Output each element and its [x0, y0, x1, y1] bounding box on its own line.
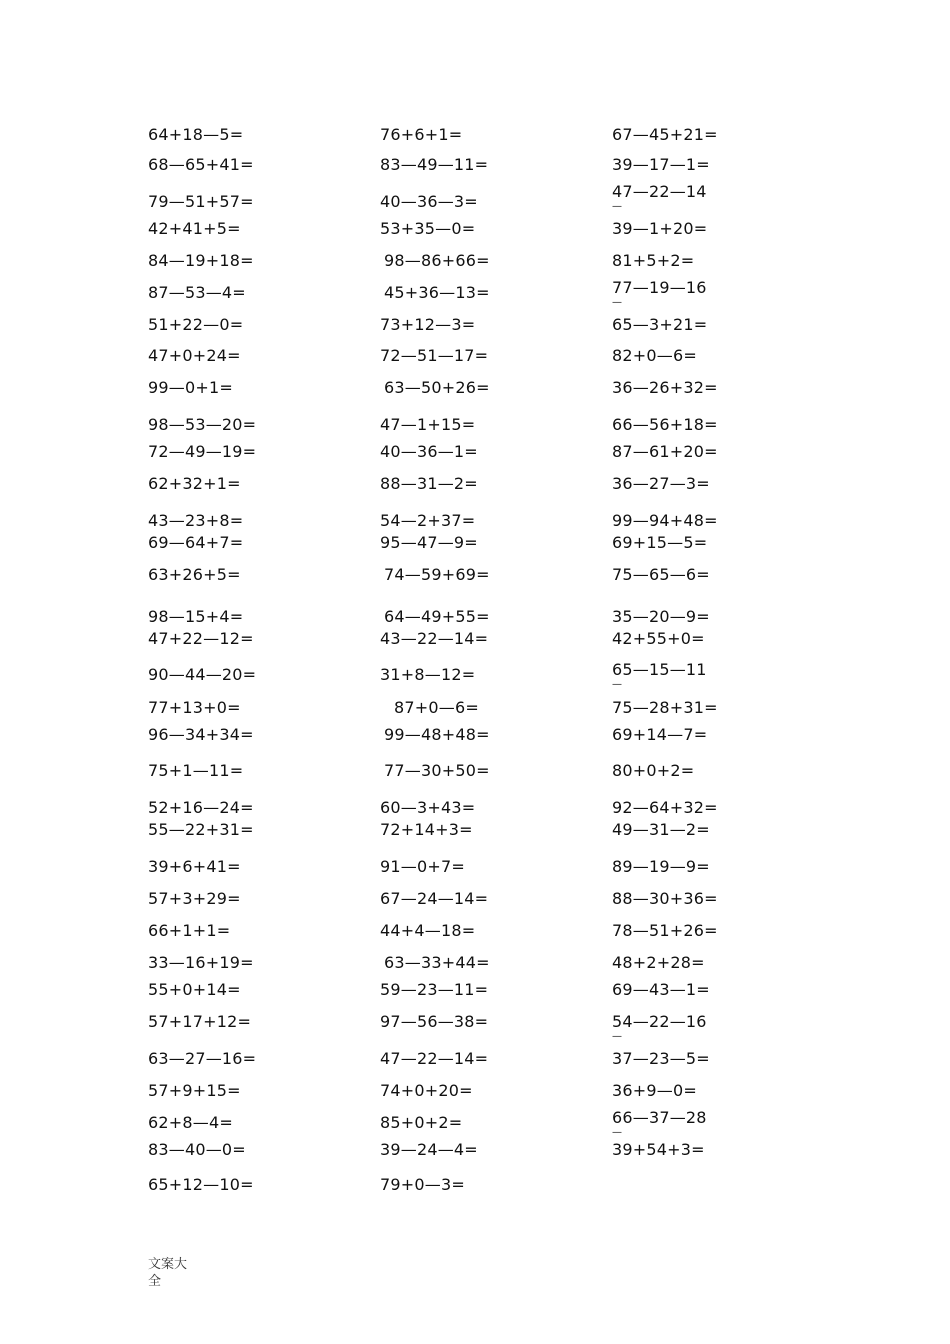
math-problem: 98—53—20=	[148, 415, 257, 434]
math-problem: 48+2+28=	[612, 953, 705, 972]
math-problem: 84—19+18=	[148, 251, 254, 270]
math-problem: 40—36—1=	[380, 442, 478, 461]
math-problem: 88—30+36=	[612, 889, 718, 908]
math-problem: 80+0+2=	[612, 761, 695, 780]
math-problem: 99—94+48=	[612, 511, 718, 530]
math-problem: 75—65—6=	[612, 565, 710, 584]
math-problem: 55+0+14=	[148, 980, 241, 999]
wrapped-minus-sign: —	[612, 1031, 622, 1042]
math-problem: 47+22—12=	[148, 629, 254, 648]
math-problem: 79—51+57=	[148, 192, 254, 211]
math-problem: 57+9+15=	[148, 1081, 241, 1100]
math-problem: 63+26+5=	[148, 565, 241, 584]
math-problem: 64—49+55=	[384, 607, 490, 626]
math-problem: 66+1+1=	[148, 921, 231, 940]
math-problem: 66—37—28	[612, 1108, 707, 1127]
math-problem: 57+17+12=	[148, 1012, 252, 1031]
math-problem: 66—56+18=	[612, 415, 718, 434]
math-problem: 67—45+21=	[612, 125, 718, 144]
math-problem: 87+0—6=	[394, 698, 479, 717]
math-problem: 40—36—3=	[380, 192, 478, 211]
math-problem: 72+14+3=	[380, 820, 473, 839]
math-problem: 35—20—9=	[612, 607, 710, 626]
math-problem: 44+4—18=	[380, 921, 476, 940]
wrapped-minus-sign: —	[612, 679, 622, 690]
math-problem: 69—64+7=	[148, 533, 244, 552]
math-problem: 90—44—20=	[148, 665, 257, 684]
math-problem: 98—15+4=	[148, 607, 244, 626]
math-problem: 54—22—16	[612, 1012, 707, 1031]
math-problem: 83—49—11=	[380, 155, 489, 174]
math-problem: 95—47—9=	[380, 533, 478, 552]
math-problem: 62+32+1=	[148, 474, 241, 493]
math-problem: 36—27—3=	[612, 474, 710, 493]
math-problem: 69+14—7=	[612, 725, 708, 744]
math-problem: 47—22—14	[612, 182, 707, 201]
math-problem: 36+9—0=	[612, 1081, 697, 1100]
wrapped-minus-sign: —	[612, 201, 622, 212]
math-problem: 69+15—5=	[612, 533, 708, 552]
math-problem: 74+0+20=	[380, 1081, 473, 1100]
math-problem: 72—51—17=	[380, 346, 489, 365]
math-problem: 39+54+3=	[612, 1140, 705, 1159]
math-problem: 42+41+5=	[148, 219, 241, 238]
math-problem: 62+8—4=	[148, 1113, 233, 1132]
math-problem: 67—24—14=	[380, 889, 489, 908]
math-problem: 82+0—6=	[612, 346, 697, 365]
math-problem: 98—86+66=	[384, 251, 490, 270]
math-problem: 43—23+8=	[148, 511, 244, 530]
math-problem: 77—19—16	[612, 278, 707, 297]
math-problem: 92—64+32=	[612, 798, 718, 817]
math-problem: 37—23—5=	[612, 1049, 710, 1068]
math-problem: 42+55+0=	[612, 629, 705, 648]
math-problem: 39—1+20=	[612, 219, 708, 238]
math-problem: 47+0+24=	[148, 346, 241, 365]
math-problem: 63—50+26=	[384, 378, 490, 397]
math-problem: 77+13+0=	[148, 698, 241, 717]
math-problem: 76+6+1=	[380, 125, 463, 144]
math-problem: 87—61+20=	[612, 442, 718, 461]
math-problem: 72—49—19=	[148, 442, 257, 461]
wrapped-minus-sign: —	[612, 1127, 622, 1138]
math-problem: 75—28+31=	[612, 698, 718, 717]
math-problem: 96—34+34=	[148, 725, 254, 744]
math-problem: 54—2+37=	[380, 511, 476, 530]
math-problem: 33—16+19=	[148, 953, 254, 972]
math-problem: 39+6+41=	[148, 857, 241, 876]
math-problem: 51+22—0=	[148, 315, 244, 334]
math-problem: 43—22—14=	[380, 629, 489, 648]
math-problem: 77—30+50=	[384, 761, 490, 780]
math-problem: 89—19—9=	[612, 857, 710, 876]
math-problem: 87—53—4=	[148, 283, 246, 302]
math-problem: 73+12—3=	[380, 315, 476, 334]
math-problem: 47—22—14=	[380, 1049, 489, 1068]
math-problem: 31+8—12=	[380, 665, 476, 684]
math-problem: 64+18—5=	[148, 125, 244, 144]
math-problem: 79+0—3=	[380, 1175, 465, 1194]
math-problem: 39—24—4=	[380, 1140, 478, 1159]
wrapped-minus-sign: —	[612, 297, 622, 308]
math-problem: 49—31—2=	[612, 820, 710, 839]
math-problem: 81+5+2=	[612, 251, 695, 270]
math-problem: 55—22+31=	[148, 820, 254, 839]
math-problem: 99—48+48=	[384, 725, 490, 744]
math-problem: 69—43—1=	[612, 980, 710, 999]
math-problem: 39—17—1=	[612, 155, 710, 174]
math-problem: 85+0+2=	[380, 1113, 463, 1132]
math-problem: 57+3+29=	[148, 889, 241, 908]
math-problem: 91—0+7=	[380, 857, 465, 876]
footer-text: 文案大全	[148, 1257, 188, 1289]
math-problem: 88—31—2=	[380, 474, 478, 493]
math-problem: 65—15—11	[612, 660, 707, 679]
math-problem: 52+16—24=	[148, 798, 254, 817]
math-problem: 36—26+32=	[612, 378, 718, 397]
math-problem: 74—59+69=	[384, 565, 490, 584]
math-problem: 65—3+21=	[612, 315, 708, 334]
math-problem: 63—27—16=	[148, 1049, 257, 1068]
math-problem: 47—1+15=	[380, 415, 476, 434]
math-problem: 75+1—11=	[148, 761, 244, 780]
math-problem: 99—0+1=	[148, 378, 233, 397]
math-problem: 45+36—13=	[384, 283, 490, 302]
math-problem: 60—3+43=	[380, 798, 476, 817]
math-problem: 59—23—11=	[380, 980, 489, 999]
math-problem: 97—56—38=	[380, 1012, 489, 1031]
math-problem: 68—65+41=	[148, 155, 254, 174]
math-problem: 65+12—10=	[148, 1175, 254, 1194]
math-problem: 63—33+44=	[384, 953, 490, 972]
math-problem: 78—51+26=	[612, 921, 718, 940]
math-problem: 83—40—0=	[148, 1140, 246, 1159]
math-problem: 53+35—0=	[380, 219, 476, 238]
